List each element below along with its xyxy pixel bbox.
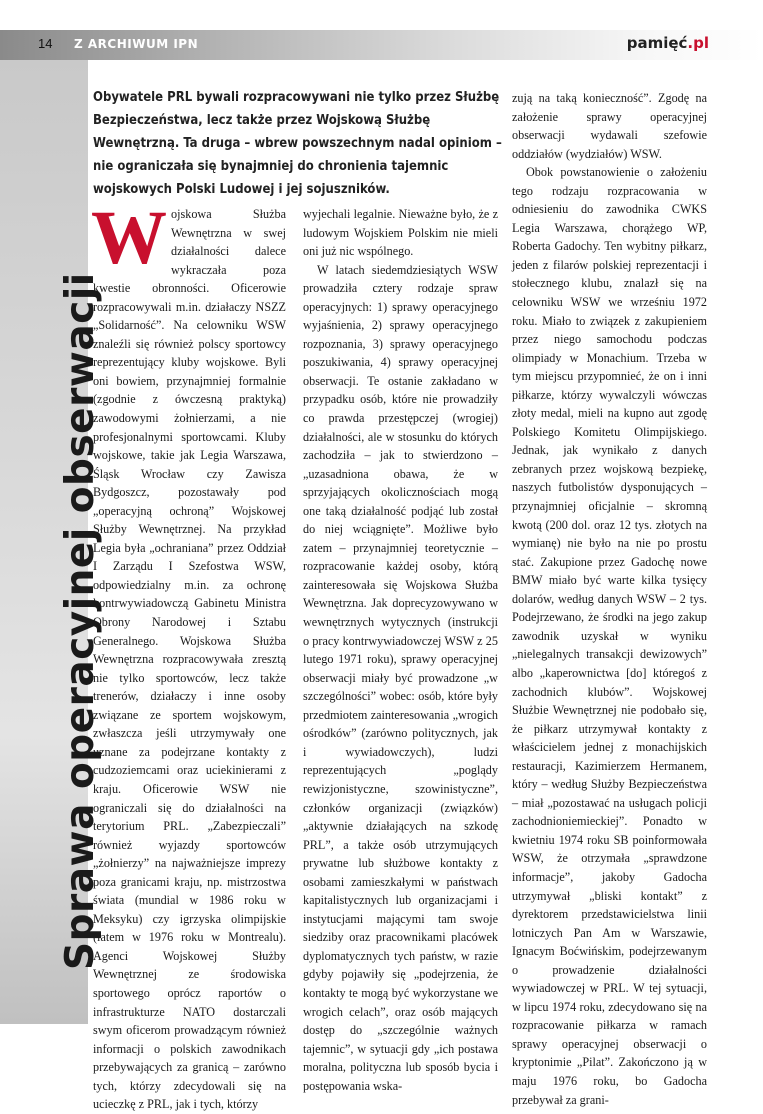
brand-main: pamięć	[626, 34, 688, 52]
article-title: Sprawa operacyjnej obserwacji	[58, 272, 103, 970]
text-column-1	[91, 196, 286, 1114]
text-column-2	[303, 205, 498, 1095]
brand-logo	[627, 34, 709, 52]
text-column-3	[512, 89, 707, 1109]
section-title: Z ARCHIWUM IPN	[74, 37, 199, 51]
brand-dot: .pl	[687, 34, 709, 52]
drop-cap: W	[91, 196, 167, 280]
page-number: 14	[38, 36, 53, 51]
article-lead: Obywatele PRL bywali rozpracowywani nie tylko przez Służbę Bezpieczeństwa, lecz także przez Wojskową Służbę Wewnętrzną. Ta druga – wbrew powszechnym nadal opiniom – nie ograniczała się bynajmniej do chronienia tajemnic wojskowych Polski Ludowej i jej sojuszników.	[93, 90, 502, 197]
col1-paragraph-1: ojskowa Służba Wewnętrzna w swej działalności dalece wykraczała poza kwestie obronności. Oficerowie rozpracowywali m.in. działaczy NSZZ „Solidarność”. Na celowniku WSW znaleźli się również polscy sportowcy reprezentujący kluby wojskowe. Byli oni bowiem, przynajmniej formalnie (zgodnie z ówczesną praktyką) zawodowymi żołnierzami, a nie profesjonalnymi sportowcami. Kluby wojskowe, takie jak Legia Warszawa, Śląsk Wrocław czy Zawisza Bydgoszcz, pozostawały pod „operacyjną ochroną” Wojskowej Służby Wewnętrznej. Na przykład Legia była „ochraniana” przez Oddział I Zarządu I Szefostwa WSW, odpowiedzialny m.in. za ochronę kontrwywiadowczą Gabinetu Ministra Obrony Narodowej i Sztabu Generalnego. Wojskowa Służba Wewnętrzna rozpracowywała zresztą nie tylko sportowców, lecz także trenerów, działaczy i inne osoby związane ze sportem wojskowym, zwłaszcza jeśli utrzymywały one uznane za podejrzane kontakty z cudzoziemcami oraz uciekinierami z kraju. Oficerowie WSW nie ograniczali się do działalności na terytorium PRL. „Zabezpieczali” również wyjazdy sportowców „żołnierzy” na najważniejsze imprezy poza granicami kraju, np. mistrzostwa świata (mundial w 1986 roku w Meksyku) czy igrzyska olimpijskie (latem w 1976 roku w Montrealu). Agenci Wojskowej Służby Wewnętrznej ze środowiska sportowego oprócz raportów o infrastrukturze NATO dostarczali swym oficerom prowadzącym również informacji o polskich zawodnikach przebywających za granicą – zarówno tych, którzy zdecydowali się na ucieczkę z PRL, jak i tych, którzy	[93, 207, 286, 1112]
col3-paragraph-1: zują na taką konieczność”. Zgodę na założenie sprawy operacyjnej obserwacji wydawali szefowie oddziałów (wydziałów) WSW.	[512, 91, 707, 161]
col2-paragraph-2: W latach siedemdziesiątych WSW prowadziła cztery rodzaje spraw operacyjnych: 1) sprawy operacyjnego wyjaśnienia, 2) sprawy operacyjnego rozpoznania, 3) sprawy operacyjnego poszukiwania, 4) sprawy operacyjnej obserwacji. Te ostanie zakładano w przypadku osób, które nie prowadziły co prawda przestępczej (wrogiej) działalności, ale w stosunku do których zachodziła – jak to stwierdzono – „uzasadniona obawa, że w sprzyjających okolicznościach mogą one taką działalność podjąć lub został do niej wciągnięte”. Możliwe było zatem – przynajmniej teoretycznie – rozpracowanie każdej osoby, którą zainteresowała się Wojskowa Służba Wewnętrzna. Jak doprecyzowywano w wewnętrznych wytycznych (instrukcji o pracy kontrwywiadowczej WSW z 25 lutego 1971 roku), sprawy operacyjnej obserwacji miały być prowadzone „w szczególności” wobec: osób, które były przedmiotem zainteresowania „wrogich ośrodków” (zarówno politycznych, jak i wywiadowczych), ludzi reprezentujących „poglądy rewizjonistyczne, szowinistyczne”, członków organizacji (związków) „aktywnie działających na szkodę PRL”, a także osób utrzymujących prywatne lub służbowe kontakty z osobami zamieszkałymi w państwach kapitalistycznych lub organizacjami i instytucjami mającymi tam swoje siedziby oraz pracownikami placówek dyplomatycznych tych państw, w razie gdyby pojawiły się „podejrzenia, że kontakty te mogą być wykorzystane we wrogich celach”, oraz osób mających dostęp do „szczególnie ważnych tajemnic”, w sytuacji gdy „ich postawa moralna, polityczna lub sposób bycia i postępowania wska-	[303, 262, 498, 1093]
col2-paragraph-1: wyjechali legalnie. Nieważne było, że z ludowym Wojskiem Polskim nie mieli oni już nic wspólnego.	[303, 207, 498, 259]
col3-paragraph-2: Obok powstanowienie o założeniu tego rodzaju rozpracowania w odniesieniu do zawodnika CWKS Legia Warszawa, chorążego WP, Roberta Gadochy. Ten wybitny piłkarz, jeden z filarów polskiej reprezentacji i stołecznego klubu, znalazł się na celowniku WSW we wrześniu 1972 roku. Miało to związek z zakupieniem przez niego samochodu podczas olimpiady w Monachium. Trzeba w tym miejscu przypomnieć, że on i inni piłkarze, którzy wywalczyli wówczas złoty medal, mieli na kupno aut zgodę Polskiego Komitetu Olimpijskiego. Jednak, jak wynikało z danych zebranych przez wojskową bezpiekę, naszych futbolistów dysponujących – przynajmniej oficjalnie – skromną kwotą (200 dol. oraz 12 tys. złotych na wymianę) nie było na nie po prostu stać. Zakupione przez Gadochę nowe BMW miało być warte kilka tysięcy dolarów, według danych WSW – 2 tys. Podejrzewano, że środki na jego zakup zawodnik uzyskał w wyniku „nielegalnych transakcji dewizowych” albo „kaperownictwa [do] któregoś z zachodnich klubów”. Wojskowej Służbie Wewnętrznej nie podobało się, że piłkarz utrzymywał kontakty z właścicielem jednej z monachijskich restauracji, Kazimierzem Hermanem, który – według Służby Bezpieczeństwa – miał „pozostawać na usługach policji zachodnioniemieckiej”. Ponadto w kwietniu 1974 roku SB poinformowała WSW, że otrzymała „sprawdzone informacje”, jakoby Gadocha utrzymywał „bliski kontakt” z dyrektorem przedstawicielstwa linii lotniczych Pan Am w Warszawie, Ignacym Boćwińskim, podejrzewanym o prowadzenie działalności wywiadowczej w PRL. W tej sytuacji, w lipcu 1974 roku, zdecydowano się na rozpracowanie piłkarza w ramach sprawy operacyjnej obserwacji o kryptonimie „Pilat”. Zakończono ją w maju 1976 roku, bo Gadocha przebywał za grani-	[512, 165, 707, 1107]
